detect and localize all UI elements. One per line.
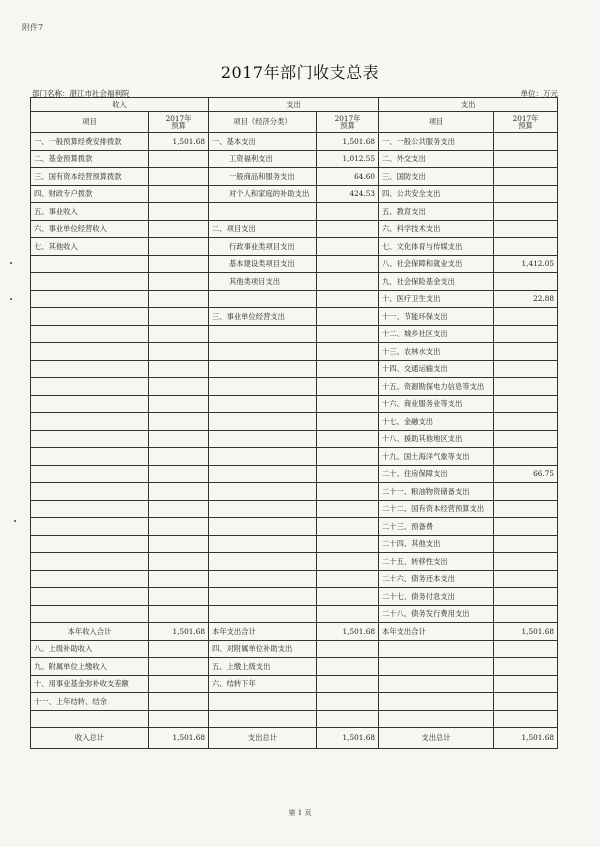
grand-total-row	[31, 728, 558, 749]
table-row	[31, 133, 558, 151]
cell-f	[494, 273, 558, 291]
col-budget-econ	[317, 112, 379, 133]
col-item-econ: 项目（经济分类）	[209, 112, 317, 133]
cell-f	[494, 308, 558, 326]
scan-speck	[10, 298, 12, 300]
cell-e: 本年支出合计	[379, 623, 494, 641]
cell-d	[317, 658, 379, 676]
cell-d	[317, 570, 379, 588]
cell-d	[317, 553, 379, 571]
cell-d: 424.53	[317, 185, 379, 203]
cell-b	[149, 518, 209, 536]
table-row	[31, 238, 558, 256]
cell-f	[494, 710, 558, 728]
cell-c: 本年支出合计	[209, 623, 317, 641]
cell-c	[209, 605, 317, 623]
cell-b	[149, 465, 209, 483]
cell-f	[494, 693, 558, 711]
cell-d	[317, 588, 379, 606]
cell-e: 十、医疗卫生支出	[379, 290, 494, 308]
cell-d: 1,501.68	[317, 728, 379, 749]
cell-f: 1,501.68	[494, 623, 558, 641]
cell-f	[494, 658, 558, 676]
cell-a: 七、其他收入	[31, 238, 149, 256]
cell-e: 二十六、债务还本支出	[379, 570, 494, 588]
cell-f: 22.88	[494, 290, 558, 308]
cell-f	[494, 675, 558, 693]
cell-f	[494, 343, 558, 361]
cell-e: 二十二、国有资本经营预算支出	[379, 500, 494, 518]
table-row	[31, 308, 558, 326]
cell-c	[209, 378, 317, 396]
cell-b	[149, 185, 209, 203]
cell-d	[317, 308, 379, 326]
department-name: 部门名称：湛江市社会福利院	[32, 89, 130, 98]
cell-c	[209, 570, 317, 588]
cell-a	[31, 500, 149, 518]
cell-c	[209, 710, 317, 728]
cell-e: 三、国防支出	[379, 168, 494, 186]
cell-f	[494, 203, 558, 221]
budget-year: 2017年	[334, 113, 361, 123]
cell-a	[31, 710, 149, 728]
cell-b	[149, 675, 209, 693]
cell-a: 八、上级补助收入	[31, 640, 149, 658]
cell-b	[149, 308, 209, 326]
table-row	[31, 640, 558, 658]
cell-c	[209, 203, 317, 221]
cell-b	[149, 273, 209, 291]
cell-e: 二十五、转移性支出	[379, 553, 494, 571]
cell-e: 五、教育支出	[379, 203, 494, 221]
cell-b	[149, 500, 209, 518]
cell-f	[494, 500, 558, 518]
cell-b	[149, 710, 209, 728]
cell-f	[494, 640, 558, 658]
cell-d	[317, 465, 379, 483]
cell-a: 三、国有资本经营预算拨款	[31, 168, 149, 186]
cell-d	[317, 448, 379, 466]
cell-f	[494, 413, 558, 431]
cell-e	[379, 693, 494, 711]
cell-b	[149, 203, 209, 221]
table-row	[31, 465, 558, 483]
cell-b	[149, 553, 209, 571]
cell-f: 1,412.05	[494, 255, 558, 273]
cell-c	[209, 448, 317, 466]
cell-a: 五、事业收入	[31, 203, 149, 221]
table-row	[31, 255, 558, 273]
cell-e: 六、科学技术支出	[379, 220, 494, 238]
cell-e: 二十一、粮油物资储备支出	[379, 483, 494, 501]
cell-b	[149, 605, 209, 623]
cell-c: 其他类项目支出	[209, 273, 317, 291]
cell-a: 收入总计	[31, 728, 149, 749]
page-title: 2017年部门收支总表	[220, 63, 380, 82]
cell-f	[494, 430, 558, 448]
cell-f	[494, 570, 558, 588]
page-number: 第 1 页	[288, 809, 312, 817]
cell-c	[209, 500, 317, 518]
cell-a	[31, 290, 149, 308]
budget-summary-table	[30, 97, 558, 749]
col-budget-func	[494, 112, 558, 133]
cell-c	[209, 325, 317, 343]
income-header: 收入	[31, 98, 209, 112]
cell-d	[317, 710, 379, 728]
cell-d	[317, 395, 379, 413]
table-row	[31, 500, 558, 518]
cell-b	[149, 483, 209, 501]
cell-c: 三、事业单位经营支出	[209, 308, 317, 326]
cell-d	[317, 605, 379, 623]
cell-e: 十四、交通运输支出	[379, 360, 494, 378]
cell-b	[149, 588, 209, 606]
cell-d: 1,501.68	[317, 133, 379, 151]
scan-speck	[10, 262, 12, 264]
cell-f	[494, 553, 558, 571]
cell-a: 四、财政专户拨款	[31, 185, 149, 203]
cell-c: 六、结转下年	[209, 675, 317, 693]
table-row	[31, 360, 558, 378]
cell-d	[317, 220, 379, 238]
cell-d	[317, 535, 379, 553]
cell-a: 九、附属单位上缴收入	[31, 658, 149, 676]
cell-b	[149, 413, 209, 431]
cell-b	[149, 325, 209, 343]
table-row	[31, 168, 558, 186]
col-item-func: 项目	[379, 112, 494, 133]
cell-a	[31, 605, 149, 623]
table-row	[31, 588, 558, 606]
cell-a	[31, 378, 149, 396]
cell-e: 二、外交支出	[379, 150, 494, 168]
cell-b	[149, 238, 209, 256]
cell-a: 本年收入合计	[31, 623, 149, 641]
cell-b	[149, 535, 209, 553]
cell-e	[379, 640, 494, 658]
cell-e: 二十八、债务发行费用支出	[379, 605, 494, 623]
cell-a	[31, 325, 149, 343]
cell-f: 1,501.68	[494, 728, 558, 749]
cell-f	[494, 150, 558, 168]
table-row	[31, 518, 558, 536]
cell-e: 二十七、债务付息支出	[379, 588, 494, 606]
cell-d	[317, 518, 379, 536]
budget-year: 2017年	[165, 113, 192, 123]
cell-e: 十九、国土海洋气象等支出	[379, 448, 494, 466]
cell-a	[31, 535, 149, 553]
cell-c	[209, 395, 317, 413]
cell-a: 十一、上年结转、结余	[31, 693, 149, 711]
cell-d: 64.60	[317, 168, 379, 186]
cell-d	[317, 640, 379, 658]
cell-e: 十六、商业服务业等支出	[379, 395, 494, 413]
cell-b	[149, 693, 209, 711]
cell-d	[317, 675, 379, 693]
cell-a	[31, 360, 149, 378]
header-row-sections	[31, 98, 558, 112]
cell-a	[31, 588, 149, 606]
cell-c	[209, 290, 317, 308]
cell-e: 二十、住房保障支出	[379, 465, 494, 483]
cell-f	[494, 535, 558, 553]
cell-e: 七、文化体育与传媒支出	[379, 238, 494, 256]
cell-f	[494, 378, 558, 396]
cell-d: 1,501.68	[317, 623, 379, 641]
cell-d	[317, 343, 379, 361]
table-row	[31, 395, 558, 413]
expense-header-func: 支出	[379, 98, 558, 112]
cell-c	[209, 535, 317, 553]
cell-a	[31, 465, 149, 483]
budget-word: 预算	[518, 121, 533, 130]
cell-b	[149, 290, 209, 308]
cell-d	[317, 413, 379, 431]
table-row	[31, 448, 558, 466]
cell-b	[149, 640, 209, 658]
cell-f	[494, 518, 558, 536]
cell-d	[317, 483, 379, 501]
cell-f	[494, 325, 558, 343]
table-row	[31, 430, 558, 448]
cell-d	[317, 500, 379, 518]
cell-d: 1,012.55	[317, 150, 379, 168]
annex-label: 附件7	[22, 23, 44, 32]
cell-c	[209, 360, 317, 378]
cell-a	[31, 518, 149, 536]
cell-c: 基本建设类项目支出	[209, 255, 317, 273]
table-row	[31, 290, 558, 308]
budget-year: 2017年	[512, 113, 539, 123]
cell-e: 四、公共安全支出	[379, 185, 494, 203]
cell-b	[149, 378, 209, 396]
cell-e: 十二、城乡社区支出	[379, 325, 494, 343]
cell-e: 一、一般公共服务支出	[379, 133, 494, 151]
budget-word: 预算	[171, 121, 186, 130]
cell-f: 66.75	[494, 465, 558, 483]
table-row	[31, 220, 558, 238]
cell-a	[31, 343, 149, 361]
cell-f	[494, 360, 558, 378]
expense-header-econ: 支出	[209, 98, 379, 112]
cell-b	[149, 220, 209, 238]
cell-c: 一、基本支出	[209, 133, 317, 151]
cell-d	[317, 360, 379, 378]
unit-label: 单位：万元	[520, 89, 558, 98]
cell-c: 一般商品和服务支出	[209, 168, 317, 186]
cell-a: 一、一般预算经费安排拨款	[31, 133, 149, 151]
cell-e: 十一、节能环保支出	[379, 308, 494, 326]
cell-e	[379, 710, 494, 728]
cell-e: 八、社会保障和就业支出	[379, 255, 494, 273]
cell-e: 十三、农林水支出	[379, 343, 494, 361]
cell-e: 十八、援助其他地区支出	[379, 430, 494, 448]
col-item-income: 项目	[31, 112, 149, 133]
cell-b	[149, 360, 209, 378]
table-row	[31, 693, 558, 711]
table-row	[31, 535, 558, 553]
cell-b: 1,501.68	[149, 133, 209, 151]
cell-d	[317, 378, 379, 396]
cell-c	[209, 588, 317, 606]
cell-a	[31, 448, 149, 466]
cell-f	[494, 220, 558, 238]
cell-c: 行政事业类项目支出	[209, 238, 317, 256]
cell-d	[317, 290, 379, 308]
cell-b	[149, 255, 209, 273]
cell-a	[31, 553, 149, 571]
table-row	[31, 483, 558, 501]
cell-c	[209, 343, 317, 361]
cell-a	[31, 395, 149, 413]
table-row	[31, 675, 558, 693]
cell-a	[31, 255, 149, 273]
table-row	[31, 343, 558, 361]
table-row	[31, 150, 558, 168]
cell-e	[379, 658, 494, 676]
cell-c	[209, 413, 317, 431]
cell-a: 六、事业单位经营收入	[31, 220, 149, 238]
cell-c: 对个人和家庭的补助支出	[209, 185, 317, 203]
cell-e: 十七、金融支出	[379, 413, 494, 431]
cell-b	[149, 570, 209, 588]
cell-e: 二十三、预备费	[379, 518, 494, 536]
cell-c	[209, 465, 317, 483]
cell-d	[317, 255, 379, 273]
cell-b: 1,501.68	[149, 728, 209, 749]
cell-e	[379, 675, 494, 693]
cell-a	[31, 483, 149, 501]
cell-e: 支出总计	[379, 728, 494, 749]
cell-b	[149, 168, 209, 186]
cell-b	[149, 448, 209, 466]
cell-b	[149, 343, 209, 361]
cell-a	[31, 308, 149, 326]
cell-c	[209, 483, 317, 501]
cell-f	[494, 133, 558, 151]
cell-a	[31, 273, 149, 291]
cell-b	[149, 395, 209, 413]
table-row	[31, 325, 558, 343]
cell-f	[494, 238, 558, 256]
cell-c: 二、项目支出	[209, 220, 317, 238]
cell-b	[149, 658, 209, 676]
table-row	[31, 605, 558, 623]
table-row	[31, 413, 558, 431]
cell-c	[209, 693, 317, 711]
cell-f	[494, 168, 558, 186]
cell-a: 十、用事业基金弥补收支差额	[31, 675, 149, 693]
table-row	[31, 658, 558, 676]
table-row	[31, 203, 558, 221]
cell-c: 四、对附属单位补助支出	[209, 640, 317, 658]
table-row	[31, 570, 558, 588]
cell-d	[317, 430, 379, 448]
cell-d	[317, 325, 379, 343]
cell-f	[494, 185, 558, 203]
cell-e: 二十四、其他支出	[379, 535, 494, 553]
cell-b	[149, 430, 209, 448]
cell-f	[494, 448, 558, 466]
cell-c: 支出总计	[209, 728, 317, 749]
cell-a	[31, 413, 149, 431]
cell-f	[494, 483, 558, 501]
cell-e: 九、社会保险基金支出	[379, 273, 494, 291]
cell-d	[317, 273, 379, 291]
col-budget-income	[149, 112, 209, 133]
cell-d	[317, 693, 379, 711]
cell-f	[494, 605, 558, 623]
header-row-columns	[31, 112, 558, 133]
cell-c: 工资福利支出	[209, 150, 317, 168]
table-row	[31, 273, 558, 291]
cell-c	[209, 553, 317, 571]
table-row	[31, 185, 558, 203]
cell-a	[31, 430, 149, 448]
cell-d	[317, 238, 379, 256]
cell-c	[209, 430, 317, 448]
cell-b: 1,501.68	[149, 623, 209, 641]
cell-a: 二、基金预算拨款	[31, 150, 149, 168]
table-row	[31, 553, 558, 571]
cell-f	[494, 395, 558, 413]
totals-row	[31, 623, 558, 641]
scan-speck	[14, 520, 16, 522]
table-row	[31, 378, 558, 396]
cell-c: 五、上缴上级支出	[209, 658, 317, 676]
budget-word: 预算	[340, 121, 355, 130]
cell-c	[209, 518, 317, 536]
cell-e: 十五、资源勘探电力信息等支出	[379, 378, 494, 396]
cell-b	[149, 150, 209, 168]
cell-a	[31, 570, 149, 588]
cell-f	[494, 588, 558, 606]
cell-d	[317, 203, 379, 221]
table-row	[31, 710, 558, 728]
